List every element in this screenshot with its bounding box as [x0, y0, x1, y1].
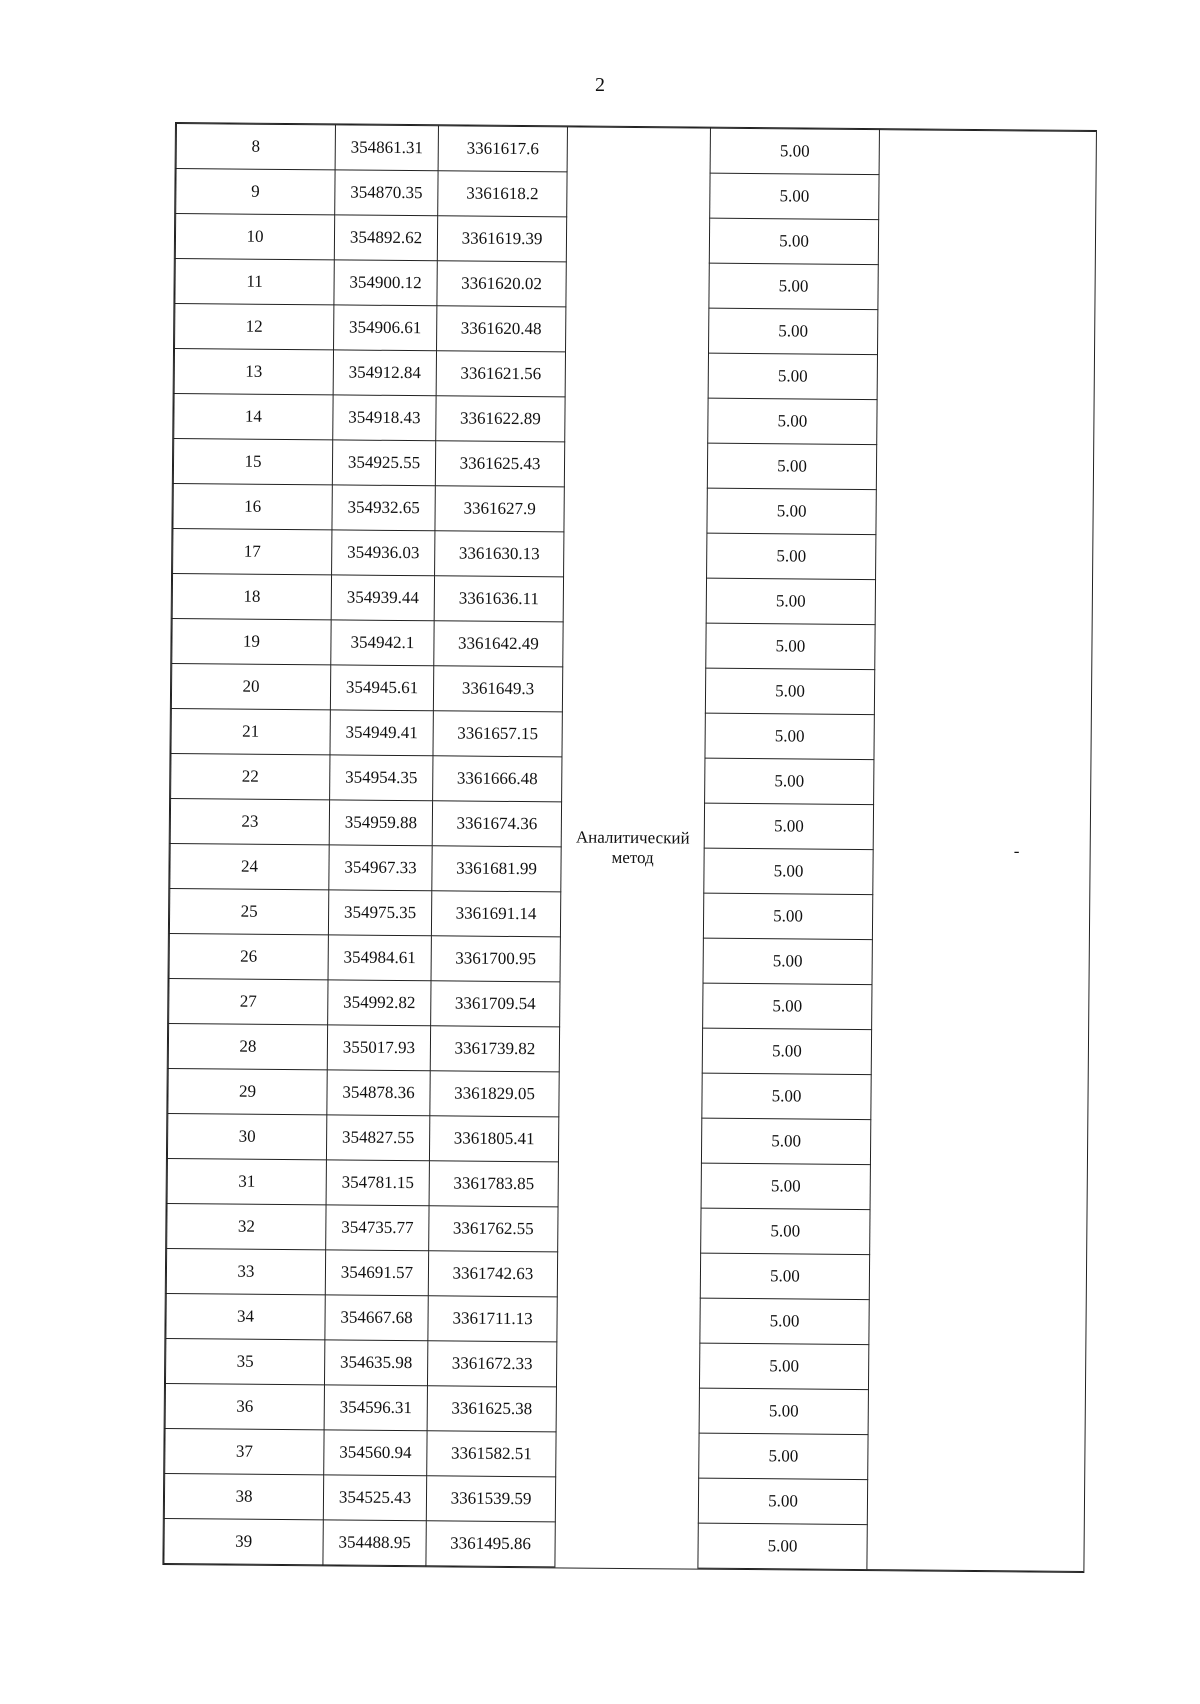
point-number-cell: 28 [168, 1023, 327, 1069]
x-coordinate-cell: 354932.65 [332, 485, 435, 531]
y-coordinate-cell: 3361657.15 [433, 711, 562, 757]
point-number-cell: 21 [171, 708, 330, 754]
point-number-cell: 16 [173, 483, 332, 529]
x-coordinate-cell: 354912.84 [333, 350, 436, 396]
point-number-cell: 11 [175, 259, 334, 305]
x-coordinate-cell: 354691.57 [325, 1250, 428, 1296]
y-coordinate-cell: 3361620.48 [437, 306, 566, 352]
precision-cell: 5.00 [707, 488, 876, 534]
y-coordinate-cell: 3361627.9 [435, 486, 564, 532]
coordinates-table [163, 123, 1096, 1572]
point-number-cell: 38 [164, 1473, 323, 1519]
point-number-cell: 26 [169, 933, 328, 979]
x-coordinate-cell: 354525.43 [323, 1475, 426, 1521]
y-coordinate-cell: 3361691.14 [431, 891, 560, 937]
precision-cell: 5.00 [702, 1028, 871, 1074]
point-number-cell: 8 [176, 124, 335, 170]
point-number-cell: 31 [167, 1158, 326, 1204]
point-number-cell: 37 [165, 1428, 324, 1474]
x-coordinate-cell: 354967.33 [329, 845, 432, 891]
precision-cell: 5.00 [700, 1298, 869, 1344]
y-coordinate-cell: 3361672.33 [427, 1341, 556, 1387]
precision-cell: 5.00 [699, 1433, 868, 1479]
precision-cell: 5.00 [703, 983, 872, 1029]
method-label: Аналитический метод [575, 827, 690, 867]
point-number-cell: 18 [172, 573, 331, 619]
y-coordinate-cell: 3361642.49 [434, 621, 563, 667]
y-coordinate-cell: 3361636.11 [434, 576, 563, 622]
x-coordinate-cell: 354827.55 [326, 1115, 429, 1161]
y-coordinate-cell: 3361666.48 [433, 756, 562, 802]
x-coordinate-cell: 354488.95 [323, 1520, 426, 1566]
precision-cell: 5.00 [710, 173, 879, 219]
y-coordinate-cell: 3361649.3 [433, 666, 562, 712]
precision-cell: 5.00 [703, 893, 872, 939]
point-number-cell: 13 [174, 349, 333, 395]
point-number-cell: 30 [167, 1113, 326, 1159]
x-coordinate-cell: 354949.41 [330, 710, 433, 756]
x-coordinate-cell: 354906.61 [334, 305, 437, 351]
point-number-cell: 36 [165, 1383, 324, 1429]
y-coordinate-cell: 3361681.99 [432, 846, 561, 892]
x-coordinate-cell: 355017.93 [327, 1025, 430, 1071]
y-coordinate-cell: 3361742.63 [428, 1251, 557, 1297]
x-coordinate-cell: 354942.1 [331, 620, 434, 666]
precision-cell: 5.00 [709, 308, 878, 354]
y-coordinate-cell: 3361709.54 [431, 981, 560, 1027]
y-coordinate-cell: 3361783.85 [429, 1161, 558, 1207]
y-coordinate-cell: 3361625.43 [435, 441, 564, 487]
point-number-cell: 10 [175, 214, 334, 260]
y-coordinate-cell: 3361625.38 [427, 1386, 556, 1432]
y-coordinate-cell: 3361619.39 [437, 216, 566, 262]
precision-cell: 5.00 [701, 1118, 870, 1164]
y-coordinate-cell: 3361618.2 [438, 171, 567, 217]
precision-cell: 5.00 [704, 803, 873, 849]
precision-cell: 5.00 [706, 578, 875, 624]
point-number-cell: 27 [169, 978, 328, 1024]
precision-cell: 5.00 [700, 1253, 869, 1299]
precision-cell: 5.00 [698, 1523, 867, 1569]
coordinates-table-body [164, 124, 1096, 1572]
precision-cell: 5.00 [698, 1478, 867, 1524]
precision-cell: 5.00 [701, 1163, 870, 1209]
y-coordinate-cell: 3361622.89 [436, 396, 565, 442]
point-number-cell: 39 [164, 1518, 323, 1564]
precision-cell: 5.00 [710, 128, 879, 174]
precision-cell: 5.00 [707, 443, 876, 489]
x-coordinate-cell: 354992.82 [328, 980, 431, 1026]
y-coordinate-cell: 3361630.13 [435, 531, 564, 577]
coordinates-table-frame [162, 122, 1097, 1573]
precision-cell: 5.00 [708, 353, 877, 399]
y-coordinate-cell: 3361620.02 [437, 261, 566, 307]
y-coordinate-cell: 3361762.55 [429, 1206, 558, 1252]
point-number-cell: 19 [172, 618, 331, 664]
point-number-cell: 17 [173, 528, 332, 574]
x-coordinate-cell: 354781.15 [326, 1160, 429, 1206]
point-number-cell: 35 [165, 1338, 324, 1384]
y-coordinate-cell: 3361495.86 [426, 1521, 555, 1567]
precision-cell: 5.00 [708, 398, 877, 444]
x-coordinate-cell: 354900.12 [334, 260, 437, 306]
x-coordinate-cell: 354918.43 [333, 395, 436, 441]
x-coordinate-cell: 354735.77 [326, 1205, 429, 1251]
precision-cell: 5.00 [707, 533, 876, 579]
precision-cell: 5.00 [701, 1208, 870, 1254]
page-number: 2 [595, 74, 605, 96]
precision-cell: 5.00 [702, 1073, 871, 1119]
point-number-cell: 34 [166, 1293, 325, 1339]
point-number-cell: 20 [171, 663, 330, 709]
y-coordinate-cell: 3361539.59 [426, 1476, 555, 1522]
x-coordinate-cell: 354939.44 [331, 575, 434, 621]
x-coordinate-cell: 354925.55 [332, 440, 435, 486]
point-number-cell: 12 [175, 304, 334, 350]
point-number-cell: 24 [170, 843, 329, 889]
x-coordinate-cell: 354936.03 [332, 530, 435, 576]
x-coordinate-cell: 354596.31 [324, 1385, 427, 1431]
x-coordinate-cell: 354892.62 [334, 215, 437, 261]
note-dash: - [1013, 840, 1020, 860]
x-coordinate-cell: 354667.68 [325, 1295, 428, 1341]
y-coordinate-cell: 3361711.13 [428, 1296, 557, 1342]
precision-cell: 5.00 [704, 848, 873, 894]
y-coordinate-cell: 3361739.82 [430, 1026, 559, 1072]
y-coordinate-cell: 3361700.95 [431, 936, 560, 982]
point-number-cell: 22 [171, 753, 330, 799]
point-number-cell: 9 [176, 169, 335, 215]
point-number-cell: 32 [167, 1203, 326, 1249]
precision-cell: 5.00 [709, 218, 878, 264]
precision-cell: 5.00 [709, 263, 878, 309]
x-coordinate-cell: 354870.35 [335, 170, 438, 216]
y-coordinate-cell: 3361621.56 [436, 351, 565, 397]
method-cell [555, 127, 711, 1568]
point-number-cell: 25 [169, 888, 328, 934]
point-number-cell: 23 [170, 798, 329, 844]
x-coordinate-cell: 354959.88 [329, 800, 432, 846]
x-coordinate-cell: 354945.61 [330, 665, 433, 711]
x-coordinate-cell: 354560.94 [324, 1430, 427, 1476]
x-coordinate-cell: 354954.35 [330, 755, 433, 801]
precision-cell: 5.00 [705, 668, 874, 714]
table-row [176, 124, 1096, 177]
x-coordinate-cell: 354878.36 [327, 1070, 430, 1116]
precision-cell: 5.00 [703, 938, 872, 984]
precision-cell: 5.00 [706, 623, 875, 669]
y-coordinate-cell: 3361674.36 [432, 801, 561, 847]
point-number-cell: 29 [168, 1068, 327, 1114]
note-cell [867, 130, 1096, 1572]
y-coordinate-cell: 3361582.51 [427, 1431, 556, 1477]
precision-cell: 5.00 [699, 1343, 868, 1389]
point-number-cell: 15 [173, 439, 332, 485]
y-coordinate-cell: 3361829.05 [430, 1071, 559, 1117]
point-number-cell: 33 [166, 1248, 325, 1294]
precision-cell: 5.00 [705, 713, 874, 759]
x-coordinate-cell: 354984.61 [328, 935, 431, 981]
point-number-cell: 14 [174, 394, 333, 440]
precision-cell: 5.00 [705, 758, 874, 804]
x-coordinate-cell: 354975.35 [328, 890, 431, 936]
precision-cell: 5.00 [699, 1388, 868, 1434]
x-coordinate-cell: 354635.98 [324, 1340, 427, 1386]
x-coordinate-cell: 354861.31 [335, 125, 438, 171]
y-coordinate-cell: 3361805.41 [429, 1116, 558, 1162]
y-coordinate-cell: 3361617.6 [438, 126, 567, 172]
